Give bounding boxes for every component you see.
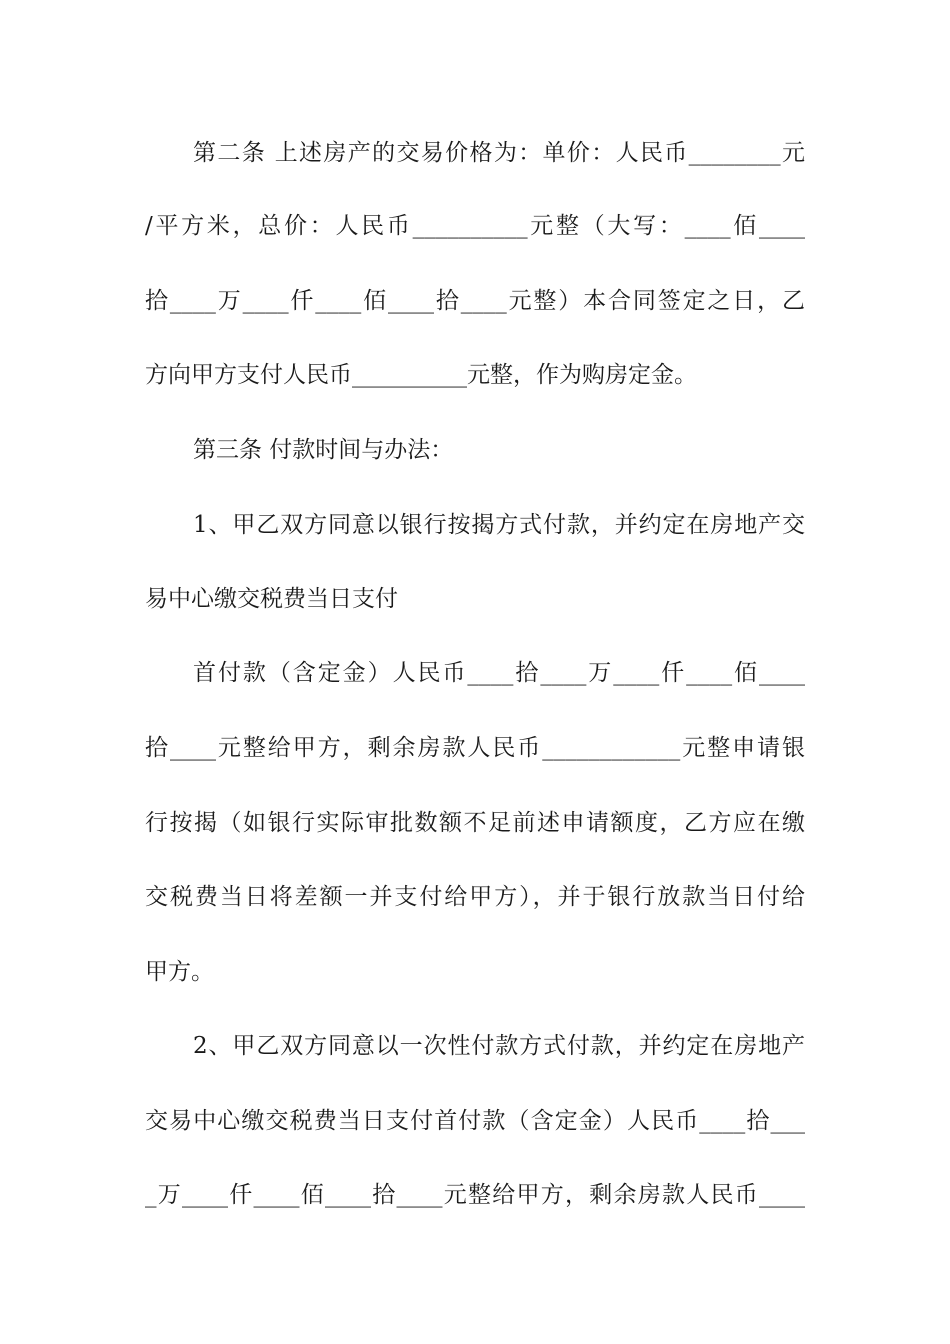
text-line-9: 拾____元整给甲方，剩余房款人民币____________元整申请银	[145, 735, 805, 761]
text-line-1: 第二条 上述房产的交易价格为：单价：人民币________元	[193, 140, 805, 166]
text-line-10: 行按揭（如银行实际审批数额不足前述申请额度，乙方应在缴	[145, 810, 805, 836]
text-line-14: 交易中心缴交税费当日支付首付款（含定金）人民币____拾___	[145, 1108, 805, 1134]
text-line-11: 交税费当日将差额一并支付给甲方），并于银行放款当日付给	[145, 884, 805, 910]
text-line-2: /平方米，总价：人民币__________元整（大写：____佰____	[145, 213, 805, 239]
text-line-4: 方向甲方支付人民币__________元整，作为购房定金。	[145, 362, 697, 388]
text-line-8: 首付款（含定金）人民币____拾____万____仟____佰____	[193, 660, 805, 686]
text-line-12: 甲方。	[145, 959, 214, 985]
text-line-5: 第三条 付款时间与办法：	[193, 437, 454, 463]
text-line-6: 1、甲乙双方同意以银行按揭方式付款，并约定在房地产交	[193, 512, 805, 538]
text-line-7: 易中心缴交税费当日支付	[145, 586, 398, 612]
text-line-3: 拾____万____仟____佰____拾____元整）本合同签定之日，乙	[145, 288, 805, 314]
text-line-13: 2、甲乙双方同意以一次性付款方式付款，并约定在房地产	[193, 1033, 805, 1059]
text-line-15: _万____仟____佰____拾____元整给甲方，剩余房款人民币____	[145, 1182, 805, 1208]
